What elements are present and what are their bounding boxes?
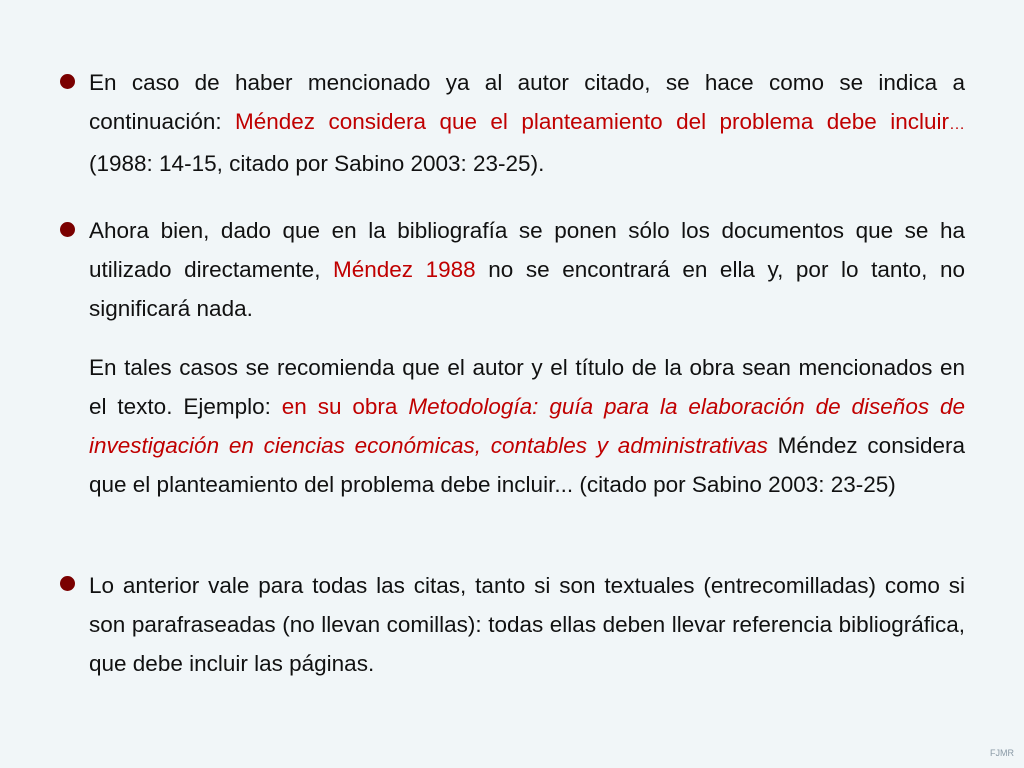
bullet-paragraph-2 [89,211,965,328]
bullet-paragraph-1 [89,63,965,183]
author-reference: Méndez 1988 [333,257,476,282]
text-segment: En caso de haber mencionado ya al autor citado, se hace como se indica a continuación: [89,70,965,134]
text-segment: Méndez considera que el planteamiento del problema debe incluir... (citado por Sabino 2003: 23-25) [89,433,965,497]
text-segment: no se encontrará en ella y, por lo tanto, no significará nada. [89,257,965,321]
bullet-icon [60,576,75,591]
example-paragraph [89,348,965,504]
text-segment: En tales casos se recomienda que el autor y el título de la obra sean mencionados en el texto. Ejemplo: [89,355,965,419]
ellipsis: … [949,116,965,133]
bullet-icon [60,222,75,237]
bullet-icon [60,74,75,89]
example-text: en su obra [281,394,409,419]
text-segment: Lo anterior vale para todas las citas, tanto si son textuales (entrecomilladas) como si son parafraseadas (no llevan comillas): todas ellas deben llevar referencia bibliográfica, que debe incluir las páginas. [89,573,965,676]
text-segment: Ahora bien, dado que en la bibliografía se ponen sólo los documentos que se ha utilizado directamente, [89,218,965,282]
footer-initials: FJMR [990,748,1014,758]
bullet-paragraph-3 [89,566,965,683]
work-title: Metodología: guía para la elaboración de diseños de investigación en ciencias económicas, contables y administrativas [89,394,966,458]
quoted-text: Méndez considera que el planteamiento del problema debe incluir [235,109,949,134]
citation-text: (1988: 14-15, citado por Sabino 2003: 23-25). [89,151,545,176]
